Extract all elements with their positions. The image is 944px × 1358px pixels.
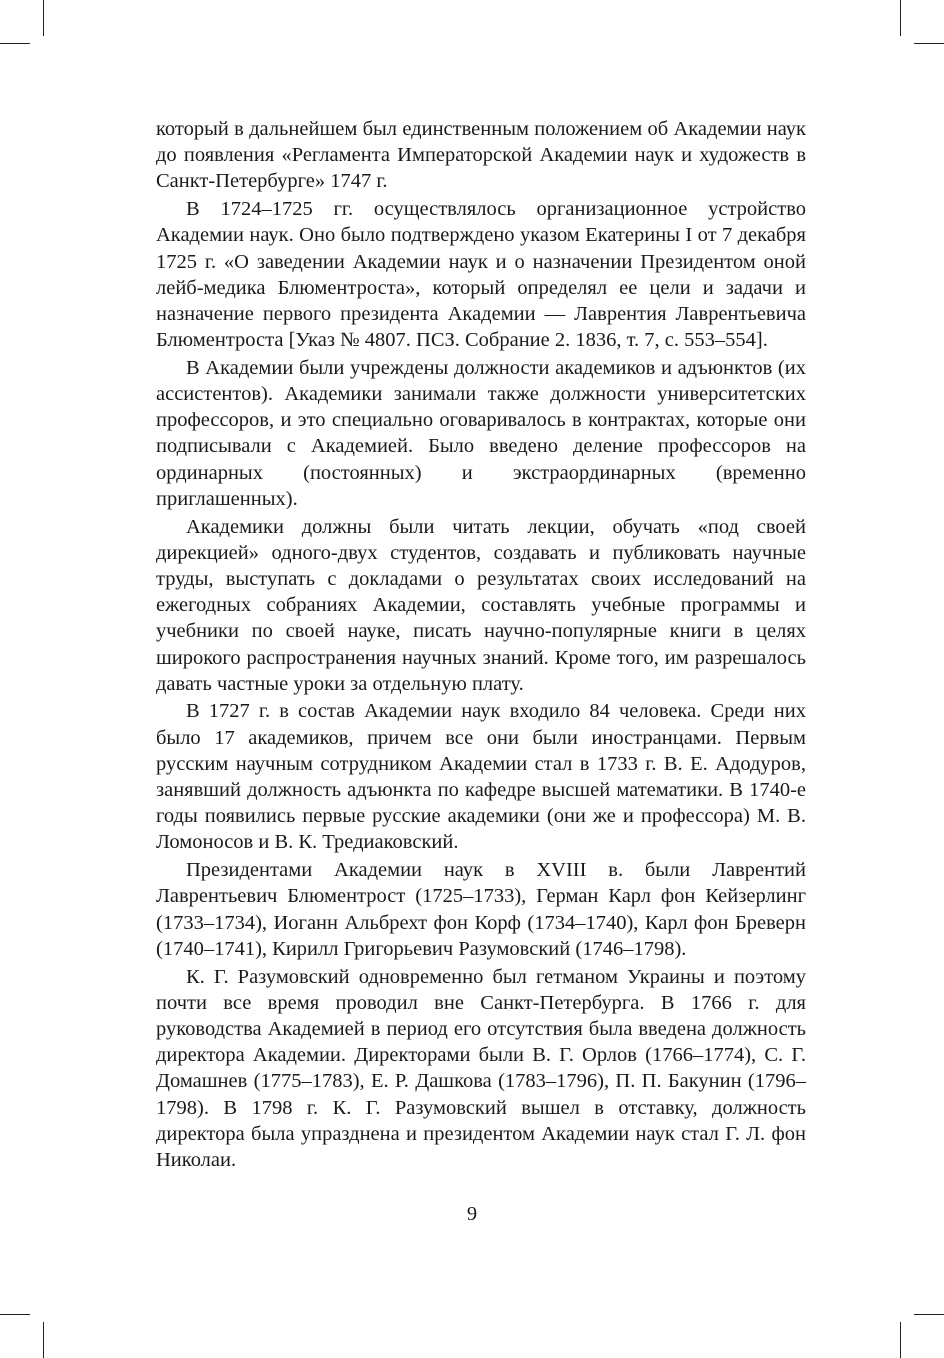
crop-mark-bottom-right-vertical: [900, 1322, 901, 1358]
paragraph-5: В 1727 г. в состав Академии наук входило 84 человека. Среди них было 17 академиков, причем все они были иностранцами. Первым русским научным сотрудником Академии стал в 1733 г. В. Е. Адодуров, занявший должность адъюнкта по кафедре высшей математики. В 1740-е годы появились первые русские академики (они же и профессора) М. В. Ломоносов и В. К. Тредиаковский.: [156, 700, 806, 854]
paragraph-2: В 1724–1725 гг. осуществлялось организационное устройство Академии наук. Оно было подтверждено указом Екатерины I от 7 декабря 1725 г. «О заведении Академии наук и о назначении Президентом оной лейб-медика Блюментроста», который определял ее цели и задачи и назначение первого президента Академии — Лаврентия Лаврентьевича Блюментроста [Указ № 4807. ПСЗ. Собрание 2. 1836, т. 7, с. 553–554].: [156, 198, 806, 352]
crop-mark-bottom-left-vertical: [43, 1322, 44, 1358]
page-number: 9: [466, 1203, 478, 1225]
paragraph-3: В Академии были учреждены должности академиков и адъюнктов (их ассистентов). Академики занимали также должности университетских профессоров, и это специально оговаривалось в контрактах, которые они подписывали с Академией. Было введено деление профессоров на ординарных (постоянных) и экстраординарных (временно приглашенных).: [156, 356, 806, 510]
paragraph-7: К. Г. Разумовский одновременно был гетманом Украины и поэтому почти все время проводил вне Санкт-Петербурга. В 1766 г. для руководства Академией в период его отсутствия была введена должность директора Академии. Директорами были В. Г. Орлов (1766–1774), С. Г. Домашнев (1775–1783), Е. Р. Дашкова (1783–1796), П. П. Бакунин (1796–1798). В 1798 г. К. Г. Разумовский вышел в отставку, должность директора была упразднена и президентом Академии наук стал Г. Л. фон Николаи.: [156, 965, 806, 1171]
crop-mark-top-right-horizontal: [914, 43, 944, 44]
crop-mark-top-right-vertical: [900, 0, 901, 36]
crop-mark-top-left-vertical: [43, 0, 44, 36]
paragraph-6: Президентами Академии наук в XVIII в. были Лаврентий Лаврентьевич Блюментрост (1725–1733), Герман Карл фон Кейзерлинг (1733–1734), Иоганн Альбрехт фон Корф (1734–1740), Карл фон Бреверн (1740–1741), Кирилл Григорьевич Разумовский (1746–1798).: [156, 859, 806, 960]
crop-mark-bottom-left-horizontal: [0, 1314, 30, 1315]
paragraph-4: Академики должны были читать лекции, обучать «под своей дирекцией» одного-двух студентов, создавать и публиковать научные труды, выступать с докладами о результатах своих исследований на ежегодных собраниях Академии, составлять учебные программы и учебники по своей науке, писать научно-популярные книги в целях широкого распространения научных знаний. Кроме того, им разрешалось давать частные уроки за отдельную плату.: [156, 515, 806, 695]
paragraph-1: который в дальнейшем был единственным положением об Академии наук до появления «Регламента Императорской Академии наук и художеств в Санкт-Петербурге» 1747 г.: [156, 118, 806, 193]
crop-mark-top-left-horizontal: [0, 43, 30, 44]
body-text: [156, 116, 806, 1173]
crop-mark-bottom-right-horizontal: [914, 1314, 944, 1315]
